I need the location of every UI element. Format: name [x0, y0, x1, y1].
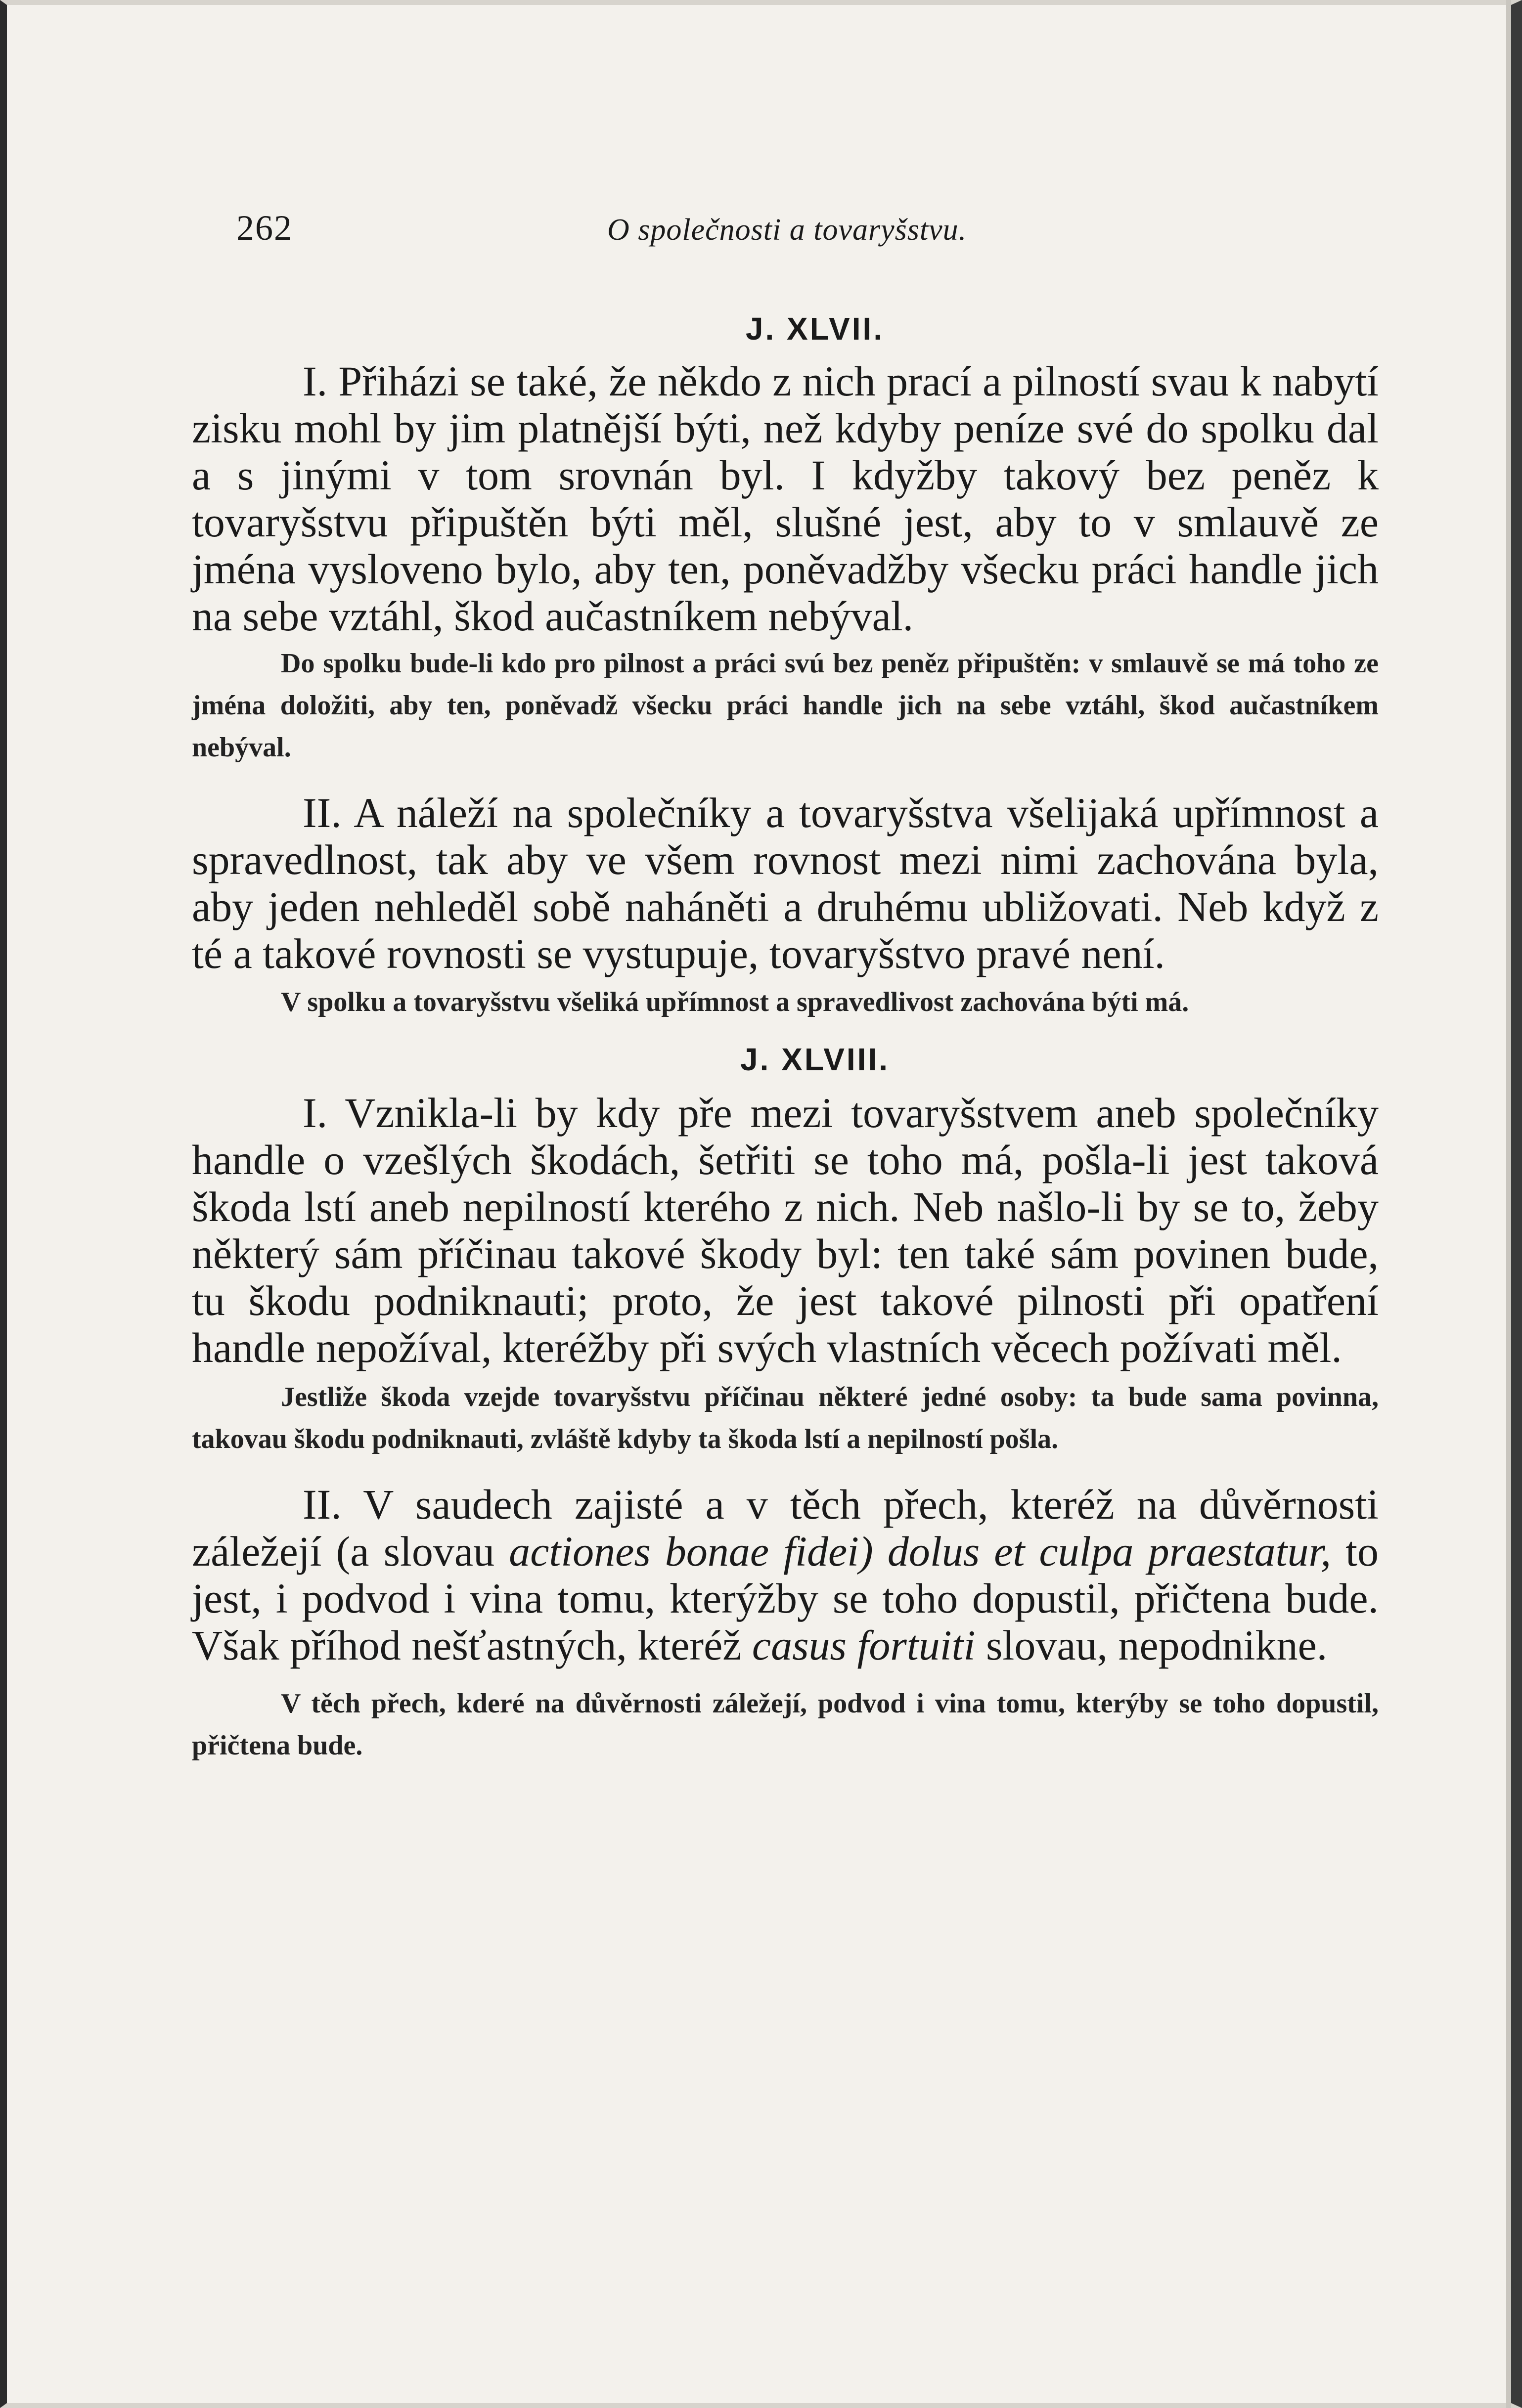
running-title: O společnosti a tovaryšstvu.	[607, 213, 967, 247]
section-47-paragraph-2: II. A náleží na společníky a tovaryšstva všelijaká upřímnost a spravedlnost, tak aby ve všem rovnost mezi nimi zachována byla, aby jeden nehleděl sobě naháněti a druhému ubližovati. Neb když z té a takové rovnosti se vystupuje, tovaryšstvo pravé není.	[192, 789, 1379, 977]
page-number: 262	[236, 208, 293, 248]
section-47-paragraph-1: I. Přiházi se také, že někdo z nich prací a pilností svau k nabytí zisku mohl by jim platnější býti, než kdyby peníze své do spolku dal a s jinými v tom srovnán byl. I kdyžby takový bez peněz k tovaryšstvu připuštěn býti měl, slušné jest, aby to v smlauvě ze jména vysloveno bylo, aby ten, poněvadžby všecku práci handle jich na sebe vztáhl, škod aučastníkem nebýval.	[192, 357, 1379, 640]
section-47-note-2: V spolku a tovaryšstvu všeliká upřímnost a spravedlivost zachována býti má.	[281, 987, 1189, 1017]
section-heading-48: J. XLVIII.	[740, 1042, 890, 1077]
latin-phrase-casus: casus fortuiti	[752, 1621, 976, 1669]
section-heading-47: J. XLVII.	[745, 311, 885, 347]
latin-phrase-actiones: actiones bonae fidei) dolus et culpa praestatur,	[509, 1528, 1331, 1575]
section-47-note-1: Do spolku bude-li kdo pro pilnost a práci svú bez peněz připuštěn: v smlauvě se má toho ze jména doložiti, aby ten, poněvadž všecku práci handle jich na sebe vztáhl, škod aučastníkem nebýval.	[192, 648, 1379, 763]
section-48-paragraph-2-part-c: slovau, nepodnikne.	[975, 1621, 1328, 1669]
scan-edge-strip	[1506, 0, 1511, 2408]
section-48-paragraph-2	[192, 1481, 1379, 1669]
page-header	[236, 208, 1379, 267]
section-48-note-1: Jestliže škoda vzejde tovaryšstvu příčinau některé jedné osoby: ta bude sama povinna, takovau škodu podniknauti, zvláště kdyby ta škoda lstí a nepilností pošla.	[192, 1382, 1379, 1454]
section-48-note-2: V těch přech, kderé na důvěrnosti záležejí, podvod i vina tomu, kterýby se toho dopustil, přičtena bude.	[192, 1688, 1379, 1761]
section-48-paragraph-2-part-a: II. V saudech zajisté a v těch přech, kteréž na důvěrnosti záležejí (a slovau	[192, 1481, 1379, 1575]
section-48-paragraph-1: I. Vznikla-li by kdy pře mezi tovaryšstvem aneb společníky handle o vzešlých škodách, šetřiti se toho má, pošla-li jest taková škoda lstí aneb nepilností kterého z nich. Neb našlo-li by se to, žeby některý sám příčinau takové škody byl: ten také sám povinen bude, tu škodu podniknauti; proto, že jest takové pilnosti při opatření handle nepožíval, kteréžby při svých vlastních věcech požívati měl.	[192, 1089, 1379, 1371]
section-48-paragraph-2-part-b: to jest, i podvod i vina tomu, kterýžby se toho dopustil, přičtena bude. Však příhod nešťastných, kteréž	[192, 1528, 1379, 1669]
book-page	[192, 208, 1379, 1767]
